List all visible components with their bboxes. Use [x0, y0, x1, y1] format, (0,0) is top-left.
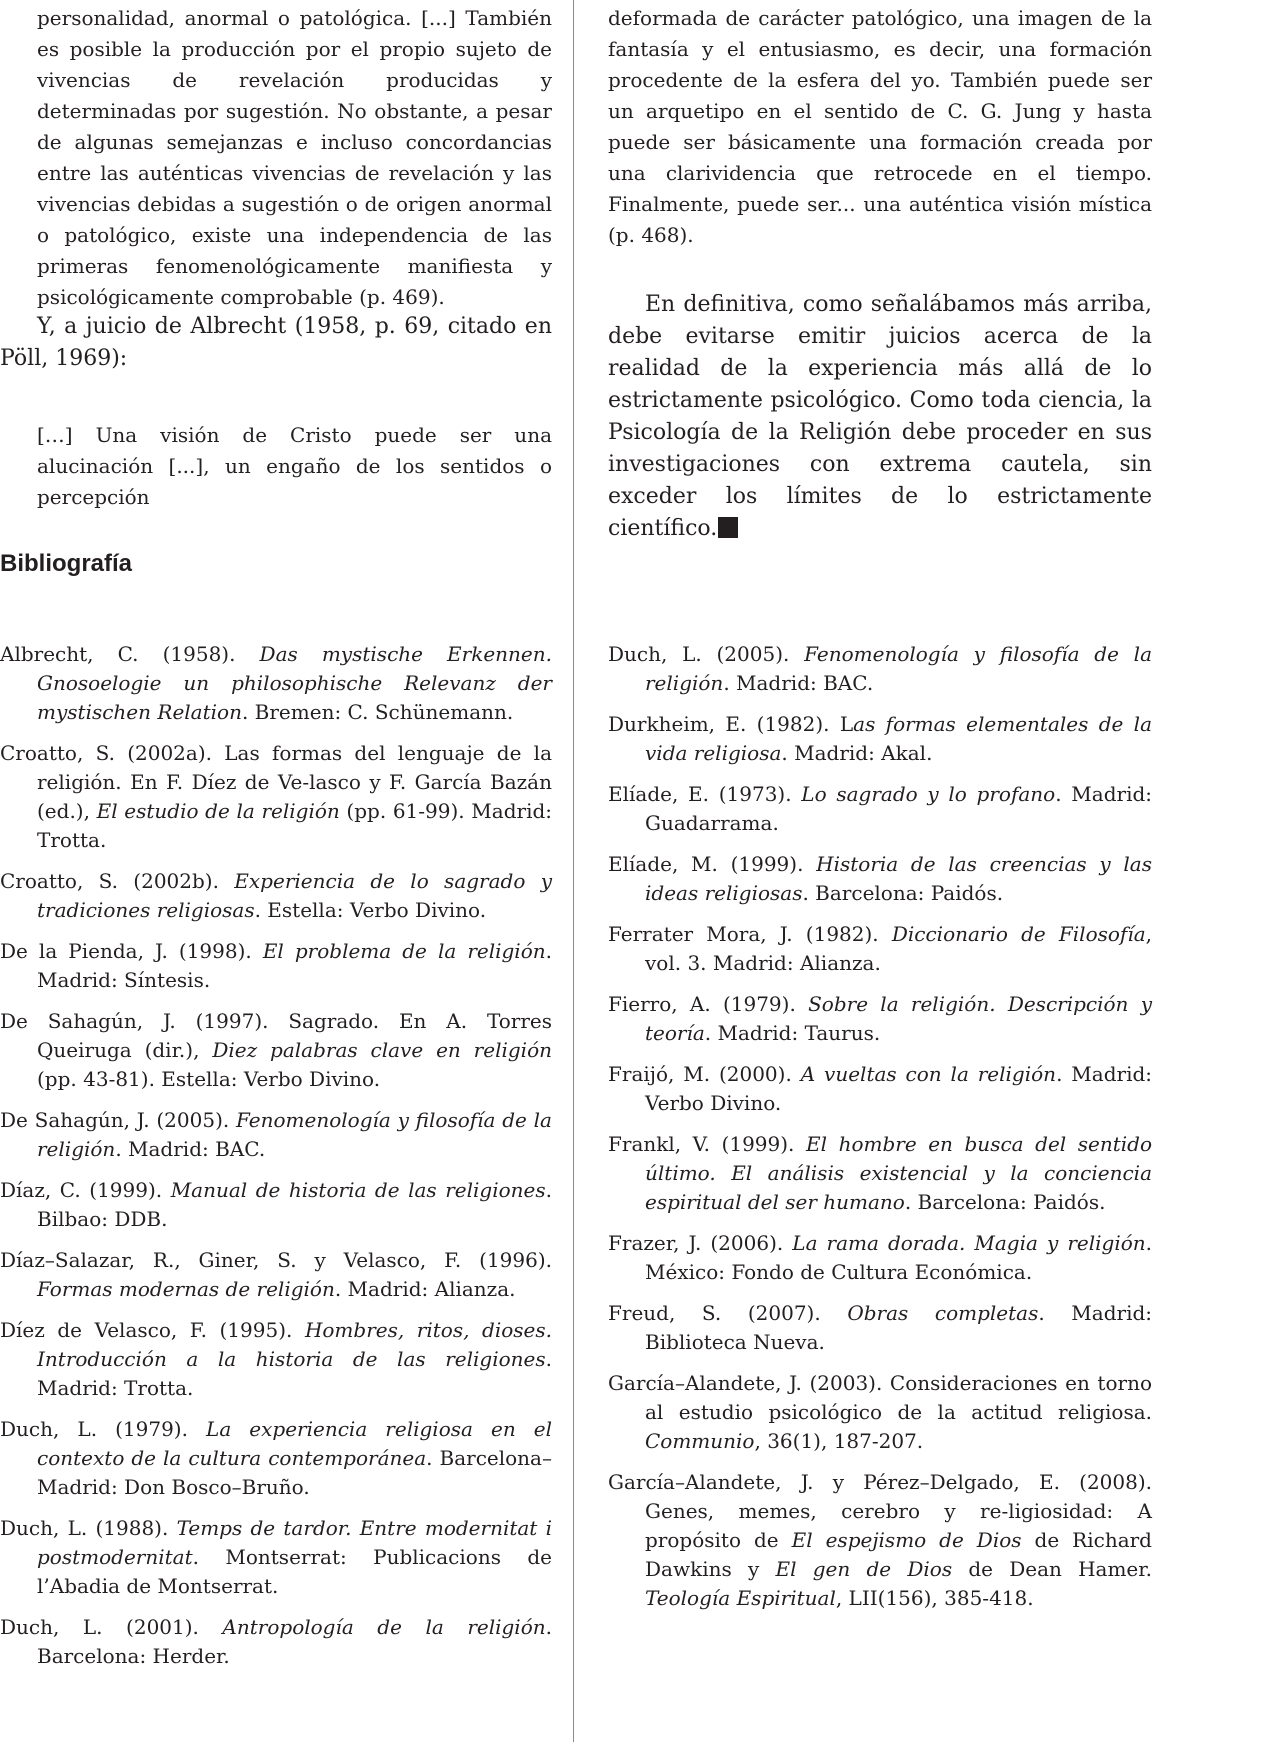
bibliography-entry [608, 640, 1152, 698]
bibliography-entry [608, 710, 1152, 768]
bibliography-title: as formas elementales de la vida religiosa [645, 712, 1152, 765]
bibliography-text: . Estella: Verbo Divino. [254, 898, 487, 922]
bibliography-entry [0, 1415, 552, 1502]
bibliography-title: Antropología de la religión [222, 1615, 546, 1639]
bibliography-heading: Bibliografía [0, 550, 133, 577]
column-divider [573, 0, 574, 1742]
bibliography-entry [608, 1369, 1152, 1456]
bibliography-list-left [0, 640, 552, 1683]
bibliography-text: De Sahagún, J. (1997). Sagrado. En A. Torres Queiruga (dir.), [0, 1009, 552, 1062]
bibliography-text: Elíade, E. (1973). [608, 782, 802, 806]
bibliography-text: . México: Fondo de Cultura Económica. [645, 1231, 1152, 1284]
bibliography-text: . Madrid: BAC. [115, 1137, 266, 1161]
bibliography-title: El espejismo de Dios [791, 1528, 1022, 1552]
body-paragraph-albrecht-intro: Y, a juicio de Albrecht (1958, p. 69, citado en Pöll, 1969): [0, 314, 552, 371]
bibliography-entry [608, 850, 1152, 908]
bibliography-entry [0, 1514, 552, 1601]
bibliography-text: , LII(156), 385-418. [835, 1586, 1034, 1610]
bibliography-title: Formas modernas de religión [37, 1277, 335, 1301]
bibliography-entry [0, 1106, 552, 1164]
bibliography-text: Croatto, S. (2002b). [0, 869, 235, 893]
bibliography-entry [608, 920, 1152, 978]
bibliography-entry [608, 1299, 1152, 1357]
bibliography-text: García–Alandete, J. y Pérez–Delgado, E. (2008). Genes, memes, cerebro y re-ligiosidad: A propósito de [608, 1470, 1152, 1552]
bibliography-text: Freud, S. (2007). [608, 1301, 848, 1325]
bibliography-text: . Barcelona: Herder. [37, 1615, 552, 1668]
bibliography-title: Das mystische Erkennen. Gnosoelogie un philosophische Relevanz der mystischen Relation [37, 642, 553, 724]
bibliography-text: . Madrid: Alianza. [334, 1277, 516, 1301]
bibliography-text: . Montserrat: Publicacions de l’Abadia de Montserrat. [37, 1545, 552, 1598]
end-of-article-icon [718, 517, 738, 538]
bibliography-entry [608, 1130, 1152, 1217]
bibliography-entry [0, 1316, 552, 1403]
bibliography-title: Lo sagrado y lo profano [801, 782, 1056, 806]
bibliography-text: . Barcelona: Paidós. [904, 1190, 1106, 1214]
bibliography-title: Experiencia de lo sagrado y tradiciones religiosas [37, 869, 552, 922]
bibliography-entry [608, 780, 1152, 838]
bibliography-entry [608, 1060, 1152, 1118]
bibliography-text: Díaz, C. (1999). [0, 1178, 171, 1202]
bibliography-title: El estudio de la religión [96, 799, 340, 823]
bibliography-text: . Bilbao: DDB. [37, 1178, 552, 1231]
bibliography-title: Diccionario de Filosofía [891, 922, 1146, 946]
bibliography-title: Fenomenología y filosofía de la religión [645, 642, 1152, 695]
block-quote-albrecht-continued: deformada de carácter patológico, una imagen de la fantasía y el entusiasmo, es decir, una formación procedente de la esfera del yo. También puede ser un arquetipo en el sentido de C. G. Jung y hasta puede ser básicamente una formación creada por una clarividencia que retrocede en el tiempo. Finalmente, puede ser... una auténtica visión mística (p. 468). [608, 6, 1152, 247]
bibliography-text: Duch, L. (2001). [0, 1615, 223, 1639]
bibliography-title: El problema de la religión [262, 939, 546, 963]
bibliography-text: De Sahagún, J. (2005). [0, 1108, 236, 1132]
bibliography-title: El hombre en busca del sentido último. El análisis existencial y la conciencia espiritual del ser humano [645, 1132, 1153, 1214]
bibliography-text: . Madrid: Biblioteca Nueva. [645, 1301, 1153, 1354]
bibliography-text: Fraijó, M. (2000). [608, 1062, 801, 1086]
bibliography-text: de Dean Hamer. [952, 1557, 1152, 1581]
bibliography-text: . Barcelona–Madrid: Don Bosco–Bruño. [37, 1446, 552, 1499]
bibliography-title: Sobre la religión. Descripción y teoría [645, 992, 1152, 1045]
bibliography-text: García–Alandete, J. (2003). Consideraciones en torno al estudio psicológico de la actitud religiosa. [608, 1371, 1152, 1424]
block-quote-pohl: personalidad, anormal o patológica. [...] También es posible la producción por el propio sujeto de vivencias de revelación producidas y determinadas por sugestión. No obstante, a pesar de algunas semejanzas e incluso concordancias entre las auténticas vivencias de revelación y las vivencias debidas a sugestión o de origen anormal o patológico, existe una independencia de las primeras fenomenológicamente manifiesta y psicológicamente comprobable (p. 469). [37, 6, 552, 309]
bibliography-text: , 36(1), 187-207. [754, 1429, 924, 1453]
bibliography-text: . Madrid: Síntesis. [37, 939, 552, 992]
bibliography-entry [608, 1229, 1152, 1287]
bibliography-title: Teología Espiritual [645, 1586, 836, 1610]
bibliography-text: . Madrid: Verbo Divino. [645, 1062, 1153, 1115]
block-quote-albrecht: […] Una visión de Cristo puede ser una alucinación [...], un engaño de los sentidos o percepción [37, 423, 552, 509]
conclusion-text: En definitiva, como señalábamos más arriba, debe evitarse emitir juicios acerca de la realidad de la experiencia más allá de lo estrictamente psicológico. Como toda ciencia, la Psicología de la Religión debe proceder en sus investigaciones con extrema cautela, sin exceder los límites de lo estrictamente científico. [608, 292, 1152, 541]
bibliography-title: Temps de tardor. Entre modernitat i postmodernitat [37, 1516, 552, 1569]
bibliography-entry [0, 739, 552, 855]
bibliography-text: (pp. 43-81). Estella: Verbo Divino. [37, 1067, 381, 1091]
bibliography-text: . Madrid: Taurus. [704, 1021, 881, 1045]
bibliography-entry [0, 640, 552, 727]
bibliography-text: Frankl, V. (1999). [608, 1132, 806, 1156]
bibliography-title: Diez palabras clave en religión [212, 1038, 552, 1062]
bibliography-entry [0, 867, 552, 925]
bibliography-text: Durkheim, E. (1982). L [608, 712, 854, 736]
bibliography-title: Fenomenología y filosofía de la religión [37, 1108, 552, 1161]
bibliography-title: El gen de Dios [775, 1557, 953, 1581]
bibliography-text: . Madrid: Akal. [781, 741, 933, 765]
bibliography-entry [0, 1246, 552, 1304]
bibliography-text: de Richard Dawkins y [645, 1528, 1152, 1581]
bibliography-text: Díez de Velasco, F. (1995). [0, 1318, 305, 1342]
bibliography-entry [0, 1613, 552, 1671]
bibliography-text: Croatto, S. (2002a). Las formas del lenguaje de la religión. En F. Díez de Ve-lasco y F. García Bazán (ed.), [0, 741, 552, 823]
bibliography-text: . Madrid: Guadarrama. [645, 782, 1152, 835]
bibliography-text: Duch, L. (2005). [608, 642, 805, 666]
bibliography-text: Duch, L. (1988). [0, 1516, 177, 1540]
bibliography-text: Díaz–Salazar, R., Giner, S. y Velasco, F. (1996). [0, 1248, 552, 1272]
bibliography-title: La experiencia religiosa en el contexto de la cultura contemporánea [37, 1417, 552, 1470]
bibliography-entry [608, 1468, 1152, 1613]
bibliography-title: La rama dorada. Magia y religión [792, 1231, 1146, 1255]
bibliography-text: . Barcelona: Paidós. [802, 881, 1004, 905]
bibliography-text: Fierro, A. (1979). [608, 992, 809, 1016]
bibliography-text: . Madrid: BAC. [723, 671, 874, 695]
bibliography-title: Historia de las creencias y las ideas religiosas [645, 852, 1152, 905]
bibliography-title: A vueltas con la religión [800, 1062, 1057, 1086]
bibliography-text: Frazer, J. (2006). [608, 1231, 793, 1255]
bibliography-text: , vol. 3. Madrid: Alianza. [645, 922, 1152, 975]
bibliography-entry [0, 1007, 552, 1094]
bibliography-entry [0, 1176, 552, 1234]
bibliography-text: Ferrater Mora, J. (1982). [608, 922, 892, 946]
bibliography-entry [0, 937, 552, 995]
bibliography-text: Elíade, M. (1999). [608, 852, 817, 876]
bibliography-title: Hombres, ritos, dioses. Introducción a la historia de las religiones [37, 1318, 552, 1371]
body-paragraph-conclusion [608, 289, 1152, 545]
bibliography-list-right [608, 640, 1152, 1625]
bibliography-text: (pp. 61-99). Madrid: Trotta. [37, 799, 553, 852]
bibliography-title: Manual de historia de las religiones [170, 1178, 546, 1202]
bibliography-title: Communio [645, 1429, 755, 1453]
bibliography-title: Obras completas [847, 1301, 1039, 1325]
bibliography-text: Albrecht, C. (1958). [0, 642, 260, 666]
bibliography-text: Duch, L. (1979). [0, 1417, 207, 1441]
bibliography-entry [608, 990, 1152, 1048]
bibliography-text: . Madrid: Trotta. [37, 1347, 552, 1400]
bibliography-text: De la Pienda, J. (1998). [0, 939, 263, 963]
bibliography-text: . Bremen: C. Schünemann. [241, 700, 514, 724]
